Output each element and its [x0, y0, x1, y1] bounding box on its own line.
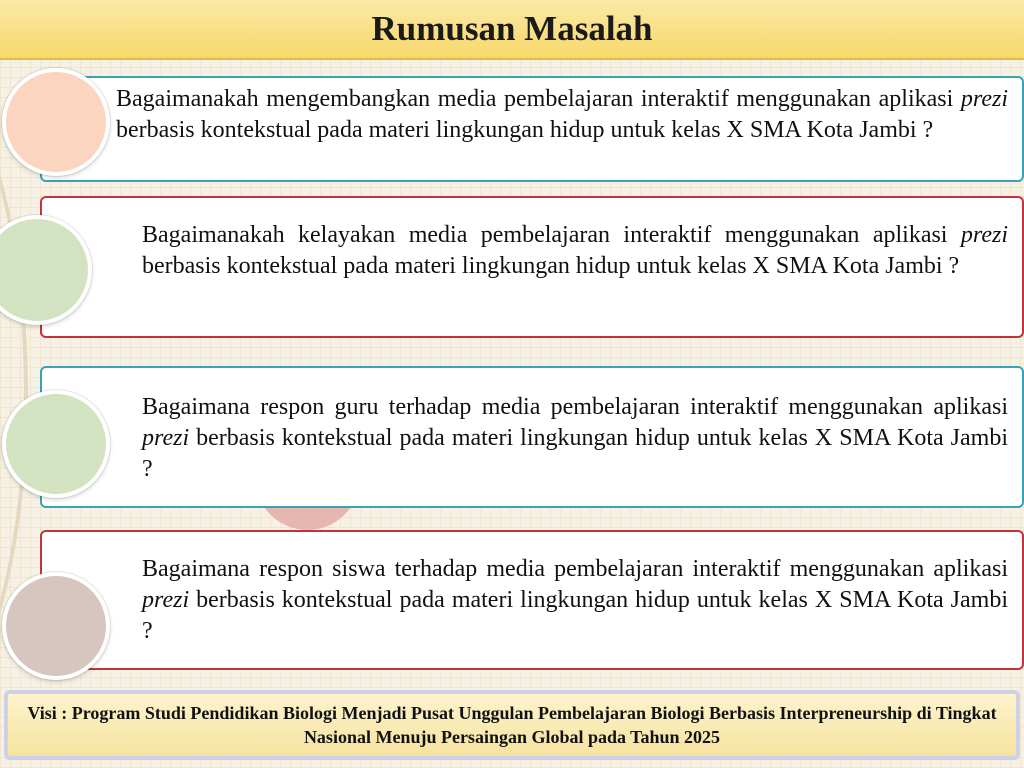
question-item-1	[40, 76, 1024, 182]
slide-title: Rumusan Masalah	[371, 9, 653, 48]
bullet-circle-4	[2, 572, 110, 680]
bullet-circle-1	[2, 68, 110, 176]
question-item-2	[40, 196, 1024, 338]
vision-footer	[4, 690, 1020, 760]
question-item-4	[40, 530, 1024, 670]
vision-text: Visi : Program Studi Pendidikan Biologi Menjadi Pusat Unggulan Pembelajaran Biologi Berbasis Interpreneurship di Tingkat Nasional Menuju Persaingan Global pada Tahun 2025	[27, 703, 997, 747]
question-text: Bagaimanakah kelayakan media pembelajaran interaktif menggunakan aplikasi prezi berbasis kontekstual pada materi lingkungan hidup untuk kelas X SMA Kota Jambi ?	[142, 222, 1008, 279]
question-text: Bagaimanakah mengembangkan media pembelajaran interaktif menggunakan aplikasi prezi berbasis kontekstual pada materi lingkungan hidup untuk kelas X SMA Kota Jambi ?	[116, 86, 1008, 143]
bullet-circle-3	[2, 390, 110, 498]
question-item-3	[40, 366, 1024, 508]
question-text: Bagaimana respon siswa terhadap media pembelajaran interaktif menggunakan aplikasi prezi berbasis kontekstual pada materi lingkungan hidup untuk kelas X SMA Kota Jambi ?	[142, 556, 1008, 644]
question-text: Bagaimana respon guru terhadap media pembelajaran interaktif menggunakan aplikasi prezi berbasis kontekstual pada materi lingkungan hidup untuk kelas X SMA Kota Jambi ?	[142, 394, 1008, 482]
title-bar	[0, 0, 1024, 60]
